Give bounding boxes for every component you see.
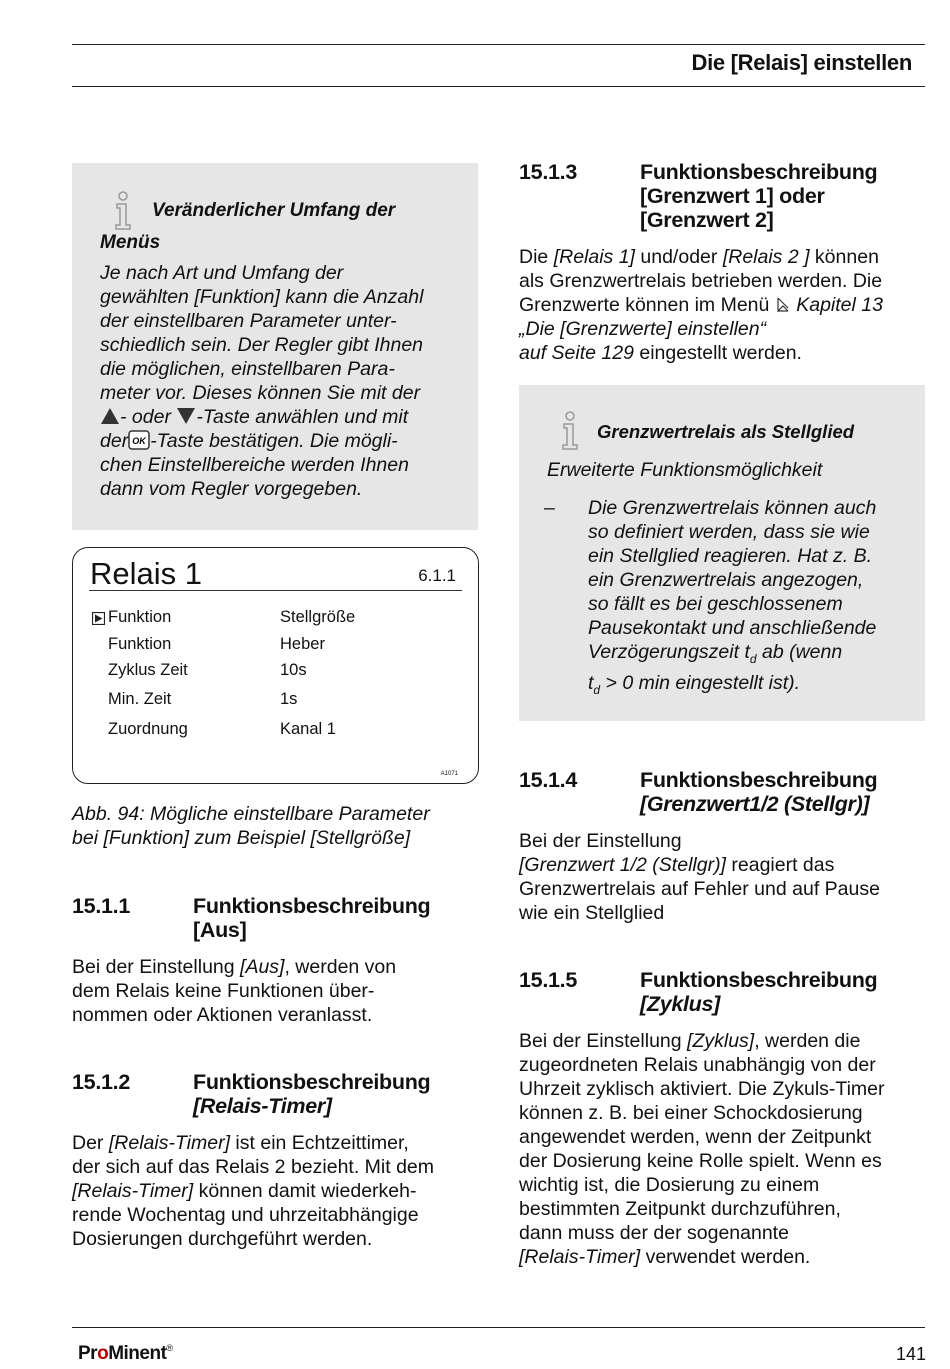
text: Bei der Einstellung xyxy=(519,1030,688,1052)
info-note-limit-relay xyxy=(519,385,925,721)
text: Die xyxy=(519,246,554,268)
cursor-arrow-icon xyxy=(92,612,105,625)
note-line: chen Einstellbereiche werden Ihnen xyxy=(100,454,409,476)
cross-reference-link[interactable]: Kapitel 13 xyxy=(796,294,883,316)
row-value: 1s xyxy=(280,690,298,708)
text-line: Bei der Einstellung xyxy=(519,830,682,852)
note-line: ein Grenzwertrelais angezogen, xyxy=(588,569,864,591)
text-line: der Dosierung keine Rolle spielt. Wenn es xyxy=(519,1150,882,1172)
ok-suffix: -Taste bestätigen. Die mögli- xyxy=(150,430,398,452)
note-line xyxy=(588,640,923,671)
figure-tag: A1071 xyxy=(440,771,458,777)
paragraph-15-1-1 xyxy=(72,955,482,1027)
screen-divider xyxy=(89,590,462,591)
key-text-select: -Taste anwählen und mit xyxy=(196,406,409,428)
page-header-title: Die [Relais] einstellen xyxy=(691,50,912,75)
row-label: Zyklus Zeit xyxy=(108,661,188,679)
heading-title-line: [Grenzwert1/2 (Stellgr)] xyxy=(640,792,870,816)
caption-line: bei [Funktion] zum Beispiel [Stellgröße] xyxy=(72,827,411,849)
text-line: Uhrzeit zyklisch aktiviert. Die Zykuls-Timer xyxy=(519,1078,885,1100)
heading-15-1-3 xyxy=(519,160,929,232)
text: t xyxy=(588,671,594,694)
screen-row xyxy=(108,661,307,680)
note-line: Die Grenzwertrelais können auch xyxy=(588,497,877,519)
text-em: [Relais 2 ] xyxy=(722,246,810,268)
note-subtitle: Erweiterte Funktionsmöglichkeit xyxy=(547,459,823,481)
screen-row xyxy=(108,720,336,739)
note-line: der einstellbaren Parameter unter- xyxy=(100,310,397,332)
text-line: können z. B. bei einer Schockdosierung xyxy=(519,1102,863,1124)
text-line: der sich auf das Relais 2 bezieht. Mit dem xyxy=(72,1156,435,1178)
text: , werden die xyxy=(754,1030,861,1052)
note-body xyxy=(100,261,470,501)
heading-title xyxy=(640,160,929,232)
text-line: Grenzwertrelais auf Fehler und auf Pause xyxy=(519,878,880,900)
text-line: zugeordneten Relais unabhängig von der xyxy=(519,1054,876,1076)
note-line: ein Stellglied reagieren. Hat z. B. xyxy=(588,545,872,567)
heading-15-1-1 xyxy=(72,894,482,942)
text-line: nommen oder Aktionen veranlasst. xyxy=(72,1004,373,1026)
note-title-cont: Menüs xyxy=(100,232,161,253)
text-line: dann muss der der sogenannte xyxy=(519,1222,789,1244)
row-value: 10s xyxy=(280,661,307,679)
logo-registered-mark: ® xyxy=(166,1343,173,1353)
note-title: Veränderlicher Umfang der xyxy=(152,200,396,221)
info-icon xyxy=(108,191,138,231)
subscript: d xyxy=(593,682,601,697)
info-note-menu-scope xyxy=(72,163,478,530)
paragraph-15-1-3 xyxy=(519,245,934,365)
ok-prefix: der xyxy=(100,430,129,452)
heading-title xyxy=(640,968,929,1016)
heading-title-line: [Zyklus] xyxy=(640,992,721,1016)
text-em: [Grenzwert 1/2 (Stellgr)] xyxy=(519,854,726,876)
note-line: schiedlich sein. Der Regler gibt Ihnen xyxy=(100,334,424,356)
text-line: wichtig ist, die Dosierung zu einem xyxy=(519,1174,820,1196)
screen-row xyxy=(108,608,356,627)
screen-row xyxy=(108,635,325,654)
text-em: [Relais 1] xyxy=(553,246,635,268)
text-em: [Zyklus] xyxy=(687,1030,755,1052)
heading-title-line: Funktionsbeschreibung xyxy=(640,768,878,792)
header-top-rule xyxy=(72,44,925,45)
row-value: Stellgröße xyxy=(280,608,356,626)
footer-rule xyxy=(72,1327,925,1328)
text: reagiert das xyxy=(725,854,835,876)
heading-title-line: [Grenzwert 2] xyxy=(640,208,774,232)
text-line: als Grenzwertrelais betrieben werden. Die xyxy=(519,270,883,292)
note-line: gewählten [Funktion] kann die Anzahl xyxy=(100,286,424,308)
text: Bei der Einstellung xyxy=(72,956,241,978)
row-value: Kanal 1 xyxy=(280,720,336,738)
heading-title xyxy=(193,894,482,942)
note-line: meter vor. Dieses können Sie mit der xyxy=(100,382,421,404)
caption-line: Abb. 94: Mögliche einstellbare Parameter xyxy=(72,803,430,825)
heading-15-1-2 xyxy=(72,1070,482,1118)
row-label: Funktion xyxy=(108,608,172,626)
heading-number: 15.1.1 xyxy=(72,894,130,918)
text: Der xyxy=(72,1132,109,1154)
row-label: Zuordnung xyxy=(108,720,188,738)
note-title: Grenzwertrelais als Stellglied xyxy=(597,421,855,442)
list-dash: – xyxy=(544,497,555,519)
heading-number: 15.1.2 xyxy=(72,1070,130,1094)
heading-title-line: [Grenzwert 1] oder xyxy=(640,184,825,208)
text-em: [Aus] xyxy=(240,956,285,978)
logo-part: Pr xyxy=(78,1343,98,1364)
row-label: Min. Zeit xyxy=(108,690,172,708)
screen-title: Relais 1 xyxy=(90,556,202,591)
text: , werden von xyxy=(284,956,397,978)
subscript: d xyxy=(749,651,757,666)
heading-15-1-5 xyxy=(519,968,929,1016)
screen-menu-code: 6.1.1 xyxy=(418,566,456,585)
header-bottom-rule xyxy=(72,86,925,87)
heading-15-1-4 xyxy=(519,768,929,816)
text: ab (wenn xyxy=(756,641,843,663)
note-line: dann vom Regler vorgegeben. xyxy=(100,478,363,500)
heading-title xyxy=(193,1070,482,1118)
note-line xyxy=(588,671,923,702)
text-line: bestimmten Zeitpunkt durchzuführen, xyxy=(519,1198,841,1220)
row-label: Funktion xyxy=(108,635,172,653)
down-key-icon xyxy=(176,406,196,426)
text-em: [Relais-Timer] xyxy=(519,1246,641,1268)
cross-reference-link[interactable]: „Die [Grenzwerte] einstellen“ xyxy=(519,318,767,340)
info-icon xyxy=(555,411,585,451)
text-line: dem Relais keine Funktionen über- xyxy=(72,980,375,1002)
text: > 0 min eingestellt ist). xyxy=(600,671,801,694)
row-value: Heber xyxy=(280,635,325,653)
heading-title-line: Funktionsbeschreibung xyxy=(193,894,431,918)
text-line: angewendet werden, wenn der Zeitpunkt xyxy=(519,1126,872,1148)
figure-caption xyxy=(72,802,482,850)
heading-title xyxy=(640,768,929,816)
note-line: Pausekontakt und anschließende xyxy=(588,617,877,639)
note-line: so fällt es bei geschlossenem xyxy=(588,593,843,615)
logo-part: Minent xyxy=(108,1343,167,1364)
heading-title-line: [Aus] xyxy=(193,918,247,942)
text: ist ein Echtzeittimer, xyxy=(230,1132,409,1154)
text: verwendet werden. xyxy=(640,1246,811,1268)
up-key-icon xyxy=(100,406,120,426)
text: Grenzwerte können im Menü xyxy=(519,294,775,316)
paragraph-15-1-4 xyxy=(519,829,934,925)
ok-key-icon xyxy=(128,430,150,450)
cross-reference-link[interactable]: auf Seite 129 xyxy=(519,342,634,364)
text-em: [Relais-Timer] xyxy=(72,1180,194,1202)
text: eingestellt werden. xyxy=(633,342,802,364)
ok-key-label: OK xyxy=(132,436,146,446)
heading-title-line: Funktionsbeschreibung xyxy=(640,160,878,184)
text: und/oder xyxy=(634,246,723,268)
note-line-ok xyxy=(100,429,470,453)
heading-title-line: Funktionsbeschreibung xyxy=(193,1070,431,1094)
text: können damit wiederkeh- xyxy=(193,1180,417,1202)
paragraph-15-1-2 xyxy=(72,1131,482,1251)
text: Verzögerungszeit t xyxy=(588,641,750,663)
logo-part: o xyxy=(97,1343,109,1364)
text-line: rende Wochentag und uhrzeitabhängige xyxy=(72,1204,419,1226)
screen-row xyxy=(108,690,298,709)
heading-number: 15.1.5 xyxy=(519,968,577,992)
heading-title-line: Funktionsbeschreibung xyxy=(640,968,878,992)
paragraph-15-1-5 xyxy=(519,1029,934,1269)
text: können xyxy=(809,246,879,268)
note-line: Je nach Art und Umfang der xyxy=(100,262,344,284)
prominent-logo xyxy=(78,1343,173,1365)
cross-reference-arrow-icon xyxy=(775,297,791,313)
controller-screen xyxy=(72,547,479,784)
note-line-keys xyxy=(100,405,470,429)
text-line: Dosierungen durchgeführt werden. xyxy=(72,1228,373,1250)
note-body xyxy=(588,496,923,702)
heading-number: 15.1.3 xyxy=(519,160,577,184)
heading-title-line: [Relais-Timer] xyxy=(193,1094,332,1118)
note-line: die möglichen, einstellbaren Para- xyxy=(100,358,395,380)
heading-number: 15.1.4 xyxy=(519,768,577,792)
text-em: [Relais-Timer] xyxy=(108,1132,231,1154)
text-line: wie ein Stellglied xyxy=(519,902,665,924)
note-line: so definiert werden, dass sie wie xyxy=(588,521,870,543)
page-number: 141 xyxy=(895,1344,926,1364)
key-text-or: - oder xyxy=(120,406,171,428)
